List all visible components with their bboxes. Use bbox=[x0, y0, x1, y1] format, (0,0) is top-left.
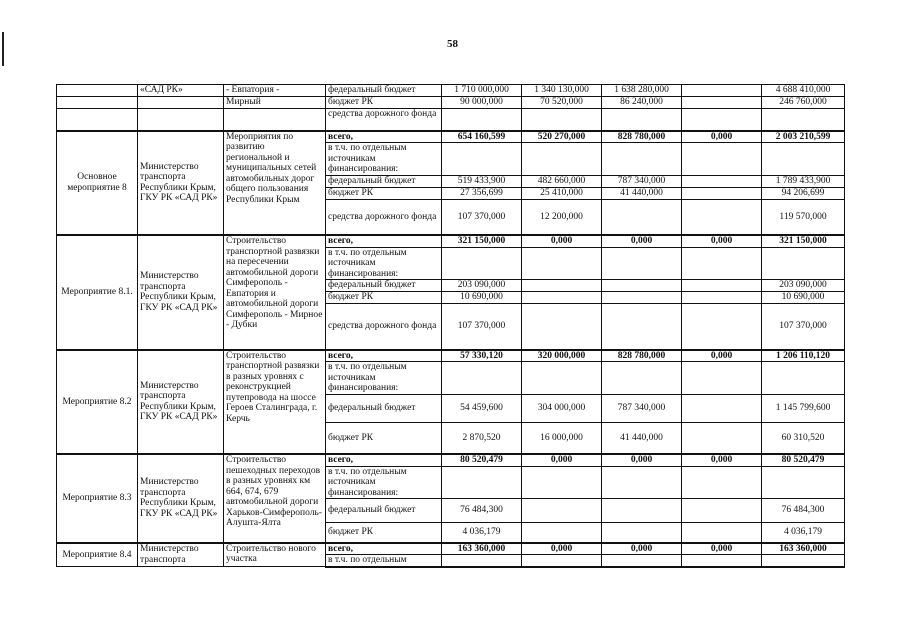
funding-source-cell: всего, bbox=[326, 131, 442, 143]
executor-cell: Министерство транспорта Республики Крым, ГКУ РК «САД РК» bbox=[138, 350, 224, 455]
amount-cell: 0,000 bbox=[602, 454, 682, 466]
amount-cell: 520 270,000 bbox=[522, 131, 602, 143]
amount-cell bbox=[682, 85, 762, 97]
amount-cell: 321 150,000 bbox=[442, 235, 522, 247]
amount-cell bbox=[682, 187, 762, 199]
amount-cell: 16 000,000 bbox=[522, 422, 602, 454]
funding-source-cell: в т.ч. по отдельным источникам финансирования: bbox=[326, 247, 442, 280]
amount-cell bbox=[522, 304, 602, 350]
amount-cell: 203 090,000 bbox=[442, 280, 522, 292]
funding-source-cell: всего, bbox=[326, 543, 442, 555]
amount-cell bbox=[682, 143, 762, 176]
amount-cell: 76 484,300 bbox=[762, 499, 845, 523]
amount-cell bbox=[442, 109, 522, 131]
event-name-cell: Мероприятие 8.4 bbox=[57, 543, 138, 567]
amount-cell: 1 710 000,000 bbox=[442, 85, 522, 97]
amount-cell: 1 145 799,600 bbox=[762, 394, 845, 422]
table-row bbox=[57, 350, 845, 362]
amount-cell: 1 789 433,900 bbox=[762, 175, 845, 187]
amount-cell: 57 330,120 bbox=[442, 350, 522, 362]
amount-cell: 163 360,000 bbox=[762, 543, 845, 555]
amount-cell: 0,000 bbox=[682, 350, 762, 362]
amount-cell: 0,000 bbox=[522, 235, 602, 247]
amount-cell: 519 433,900 bbox=[442, 175, 522, 187]
funding-source-cell: всего, bbox=[326, 454, 442, 466]
amount-cell bbox=[522, 247, 602, 280]
amount-cell: 25 410,000 bbox=[522, 187, 602, 199]
amount-cell bbox=[682, 394, 762, 422]
amount-cell: 119 570,000 bbox=[762, 199, 845, 235]
funding-source-cell: в т.ч. по отдельным bbox=[326, 555, 442, 567]
amount-cell: 787 340,000 bbox=[602, 175, 682, 187]
amount-cell: 1 206 110,120 bbox=[762, 350, 845, 362]
amount-cell bbox=[442, 143, 522, 176]
funding-source-cell: федеральный бюджет bbox=[326, 85, 442, 97]
amount-cell bbox=[682, 422, 762, 454]
amount-cell bbox=[682, 362, 762, 395]
amount-cell: 94 206,699 bbox=[762, 187, 845, 199]
description-cell: Строительство нового участка bbox=[224, 543, 326, 567]
amount-cell bbox=[442, 247, 522, 280]
amount-cell bbox=[762, 247, 845, 280]
funding-source-cell: федеральный бюджет bbox=[326, 499, 442, 523]
amount-cell: 86 240,000 bbox=[602, 97, 682, 109]
amount-cell bbox=[682, 499, 762, 523]
table-row bbox=[57, 131, 845, 143]
executor-cell bbox=[138, 97, 224, 109]
amount-cell: 4 036,179 bbox=[762, 523, 845, 543]
description-cell bbox=[224, 109, 326, 131]
amount-cell: 12 200,000 bbox=[522, 199, 602, 235]
amount-cell bbox=[682, 280, 762, 292]
amount-cell: 107 370,000 bbox=[762, 304, 845, 350]
amount-cell bbox=[682, 466, 762, 499]
executor-cell: Министерство транспорта bbox=[138, 543, 224, 567]
description-cell: Мирный bbox=[224, 97, 326, 109]
amount-cell: 60 310,520 bbox=[762, 422, 845, 454]
amount-cell bbox=[602, 199, 682, 235]
amount-cell bbox=[522, 143, 602, 176]
executor-cell: «САД РК» bbox=[138, 85, 224, 97]
table-row bbox=[57, 543, 845, 555]
amount-cell bbox=[522, 466, 602, 499]
funding-source-cell: федеральный бюджет bbox=[326, 175, 442, 187]
amount-cell: 4 036,179 bbox=[442, 523, 522, 543]
funding-source-cell: бюджет РК bbox=[326, 292, 442, 304]
amount-cell bbox=[442, 362, 522, 395]
amount-cell bbox=[762, 555, 845, 567]
table-row bbox=[57, 454, 845, 466]
amount-cell bbox=[602, 523, 682, 543]
amount-cell: 246 760,000 bbox=[762, 97, 845, 109]
amount-cell: 203 090,000 bbox=[762, 280, 845, 292]
amount-cell: 320 000,000 bbox=[522, 350, 602, 362]
amount-cell bbox=[682, 97, 762, 109]
amount-cell bbox=[522, 362, 602, 395]
amount-cell: 654 160,599 bbox=[442, 131, 522, 143]
funding-source-cell: средства дорожного фонда bbox=[326, 304, 442, 350]
executor-cell: Министерство транспорта Республики Крым, ГКУ РК «САД РК» bbox=[138, 131, 224, 236]
event-name-cell: Мероприятие 8.2 bbox=[57, 350, 138, 455]
amount-cell: 4 688 410,000 bbox=[762, 85, 845, 97]
event-name-cell bbox=[57, 97, 138, 109]
amount-cell: 787 340,000 bbox=[602, 394, 682, 422]
amount-cell bbox=[682, 304, 762, 350]
amount-cell: 27 356,699 bbox=[442, 187, 522, 199]
amount-cell: 1 638 280,000 bbox=[602, 85, 682, 97]
amount-cell bbox=[602, 292, 682, 304]
amount-cell: 10 690,000 bbox=[762, 292, 845, 304]
amount-cell bbox=[602, 304, 682, 350]
amount-cell bbox=[682, 292, 762, 304]
amount-cell: 0,000 bbox=[522, 454, 602, 466]
amount-cell bbox=[442, 555, 522, 567]
amount-cell bbox=[762, 109, 845, 131]
table-row bbox=[57, 109, 845, 131]
event-name-cell: Основное мероприятие 8 bbox=[57, 131, 138, 236]
description-cell: Строительство транспортной развязки на пересечении автомобильной дороги Симферополь - Евпатория и автомобильной дороги Симферополь - Мирное - Дубки bbox=[224, 235, 326, 350]
amount-cell bbox=[762, 466, 845, 499]
funding-source-cell: всего, bbox=[326, 235, 442, 247]
amount-cell bbox=[602, 555, 682, 567]
funding-source-cell: в т.ч. по отдельным источникам финансирования: bbox=[326, 143, 442, 176]
amount-cell: 0,000 bbox=[602, 235, 682, 247]
amount-cell bbox=[602, 143, 682, 176]
description-cell: - Евпатория - bbox=[224, 85, 326, 97]
amount-cell bbox=[602, 499, 682, 523]
amount-cell: 482 660,000 bbox=[522, 175, 602, 187]
amount-cell bbox=[682, 555, 762, 567]
amount-cell bbox=[602, 247, 682, 280]
amount-cell bbox=[522, 292, 602, 304]
amount-cell: 0,000 bbox=[682, 454, 762, 466]
funding-source-cell: бюджет РК bbox=[326, 97, 442, 109]
event-name-cell bbox=[57, 109, 138, 131]
page-number: 58 bbox=[447, 38, 458, 50]
description-cell: Строительство транспортной развязки в разных уровнях с реконструкцией путепровода на шоссе Героев Сталинграда, г. Керчь bbox=[224, 350, 326, 455]
amount-cell: 54 459,600 bbox=[442, 394, 522, 422]
executor-cell: Министерство транспорта Республики Крым, ГКУ РК «САД РК» bbox=[138, 454, 224, 543]
amount-cell: 321 150,000 bbox=[762, 235, 845, 247]
amount-cell bbox=[682, 199, 762, 235]
amount-cell bbox=[602, 466, 682, 499]
amount-cell bbox=[682, 247, 762, 280]
table-row bbox=[57, 235, 845, 247]
event-name-cell: Мероприятие 8.3 bbox=[57, 454, 138, 543]
amount-cell bbox=[442, 466, 522, 499]
funding-source-cell: федеральный бюджет bbox=[326, 280, 442, 292]
amount-cell: 0,000 bbox=[602, 543, 682, 555]
amount-cell: 304 000,000 bbox=[522, 394, 602, 422]
amount-cell: 80 520,479 bbox=[762, 454, 845, 466]
funding-source-cell: бюджет РК bbox=[326, 422, 442, 454]
amount-cell bbox=[682, 109, 762, 131]
amount-cell: 70 520,000 bbox=[522, 97, 602, 109]
amount-cell bbox=[522, 280, 602, 292]
amount-cell: 76 484,300 bbox=[442, 499, 522, 523]
executor-cell bbox=[138, 109, 224, 131]
budget-table bbox=[56, 84, 845, 568]
amount-cell bbox=[762, 362, 845, 395]
amount-cell: 107 370,000 bbox=[442, 199, 522, 235]
amount-cell bbox=[522, 523, 602, 543]
amount-cell: 90 000,000 bbox=[442, 97, 522, 109]
event-name-cell: Мероприятие 8.1. bbox=[57, 235, 138, 350]
amount-cell bbox=[602, 109, 682, 131]
amount-cell: 2 870,520 bbox=[442, 422, 522, 454]
amount-cell: 1 340 130,000 bbox=[522, 85, 602, 97]
amount-cell: 163 360,000 bbox=[442, 543, 522, 555]
amount-cell: 2 003 210,599 bbox=[762, 131, 845, 143]
funding-source-cell: средства дорожного фонда bbox=[326, 199, 442, 235]
amount-cell: 828 780,000 bbox=[602, 350, 682, 362]
amount-cell bbox=[762, 143, 845, 176]
description-cell: Строительство пешеходных переходов в разных уровнях км 664, 674, 679 автомобильной дороги Харьков-Симферополь-Алушта-Ялта bbox=[224, 454, 326, 543]
funding-source-cell: всего, bbox=[326, 350, 442, 362]
amount-cell: 10 690,000 bbox=[442, 292, 522, 304]
amount-cell: 828 780,000 bbox=[602, 131, 682, 143]
amount-cell bbox=[602, 362, 682, 395]
table-row bbox=[57, 85, 845, 97]
amount-cell: 107 370,000 bbox=[442, 304, 522, 350]
funding-source-cell: в т.ч. по отдельным источникам финансирования: bbox=[326, 362, 442, 395]
amount-cell bbox=[522, 555, 602, 567]
amount-cell: 41 440,000 bbox=[602, 422, 682, 454]
amount-cell: 41 440,000 bbox=[602, 187, 682, 199]
executor-cell: Министерство транспорта Республики Крым, ГКУ РК «САД РК» bbox=[138, 235, 224, 350]
funding-source-cell: бюджет РК bbox=[326, 523, 442, 543]
amount-cell bbox=[522, 499, 602, 523]
amount-cell: 0,000 bbox=[522, 543, 602, 555]
amount-cell: 80 520,479 bbox=[442, 454, 522, 466]
event-name-cell bbox=[57, 85, 138, 97]
amount-cell: 0,000 bbox=[682, 235, 762, 247]
funding-source-cell: бюджет РК bbox=[326, 187, 442, 199]
amount-cell: 0,000 bbox=[682, 131, 762, 143]
amount-cell: 0,000 bbox=[682, 543, 762, 555]
funding-source-cell: в т.ч. по отдельным источникам финансирования: bbox=[326, 466, 442, 499]
amount-cell bbox=[682, 175, 762, 187]
amount-cell bbox=[522, 109, 602, 131]
funding-source-cell: федеральный бюджет bbox=[326, 394, 442, 422]
amount-cell bbox=[682, 523, 762, 543]
amount-cell bbox=[602, 280, 682, 292]
table-row bbox=[57, 97, 845, 109]
description-cell: Мероприятия по развитию региональной и муниципальных сетей автомобильных дорог общего пользования Республики Крым bbox=[224, 131, 326, 236]
funding-source-cell: средства дорожного фонда bbox=[326, 109, 442, 131]
